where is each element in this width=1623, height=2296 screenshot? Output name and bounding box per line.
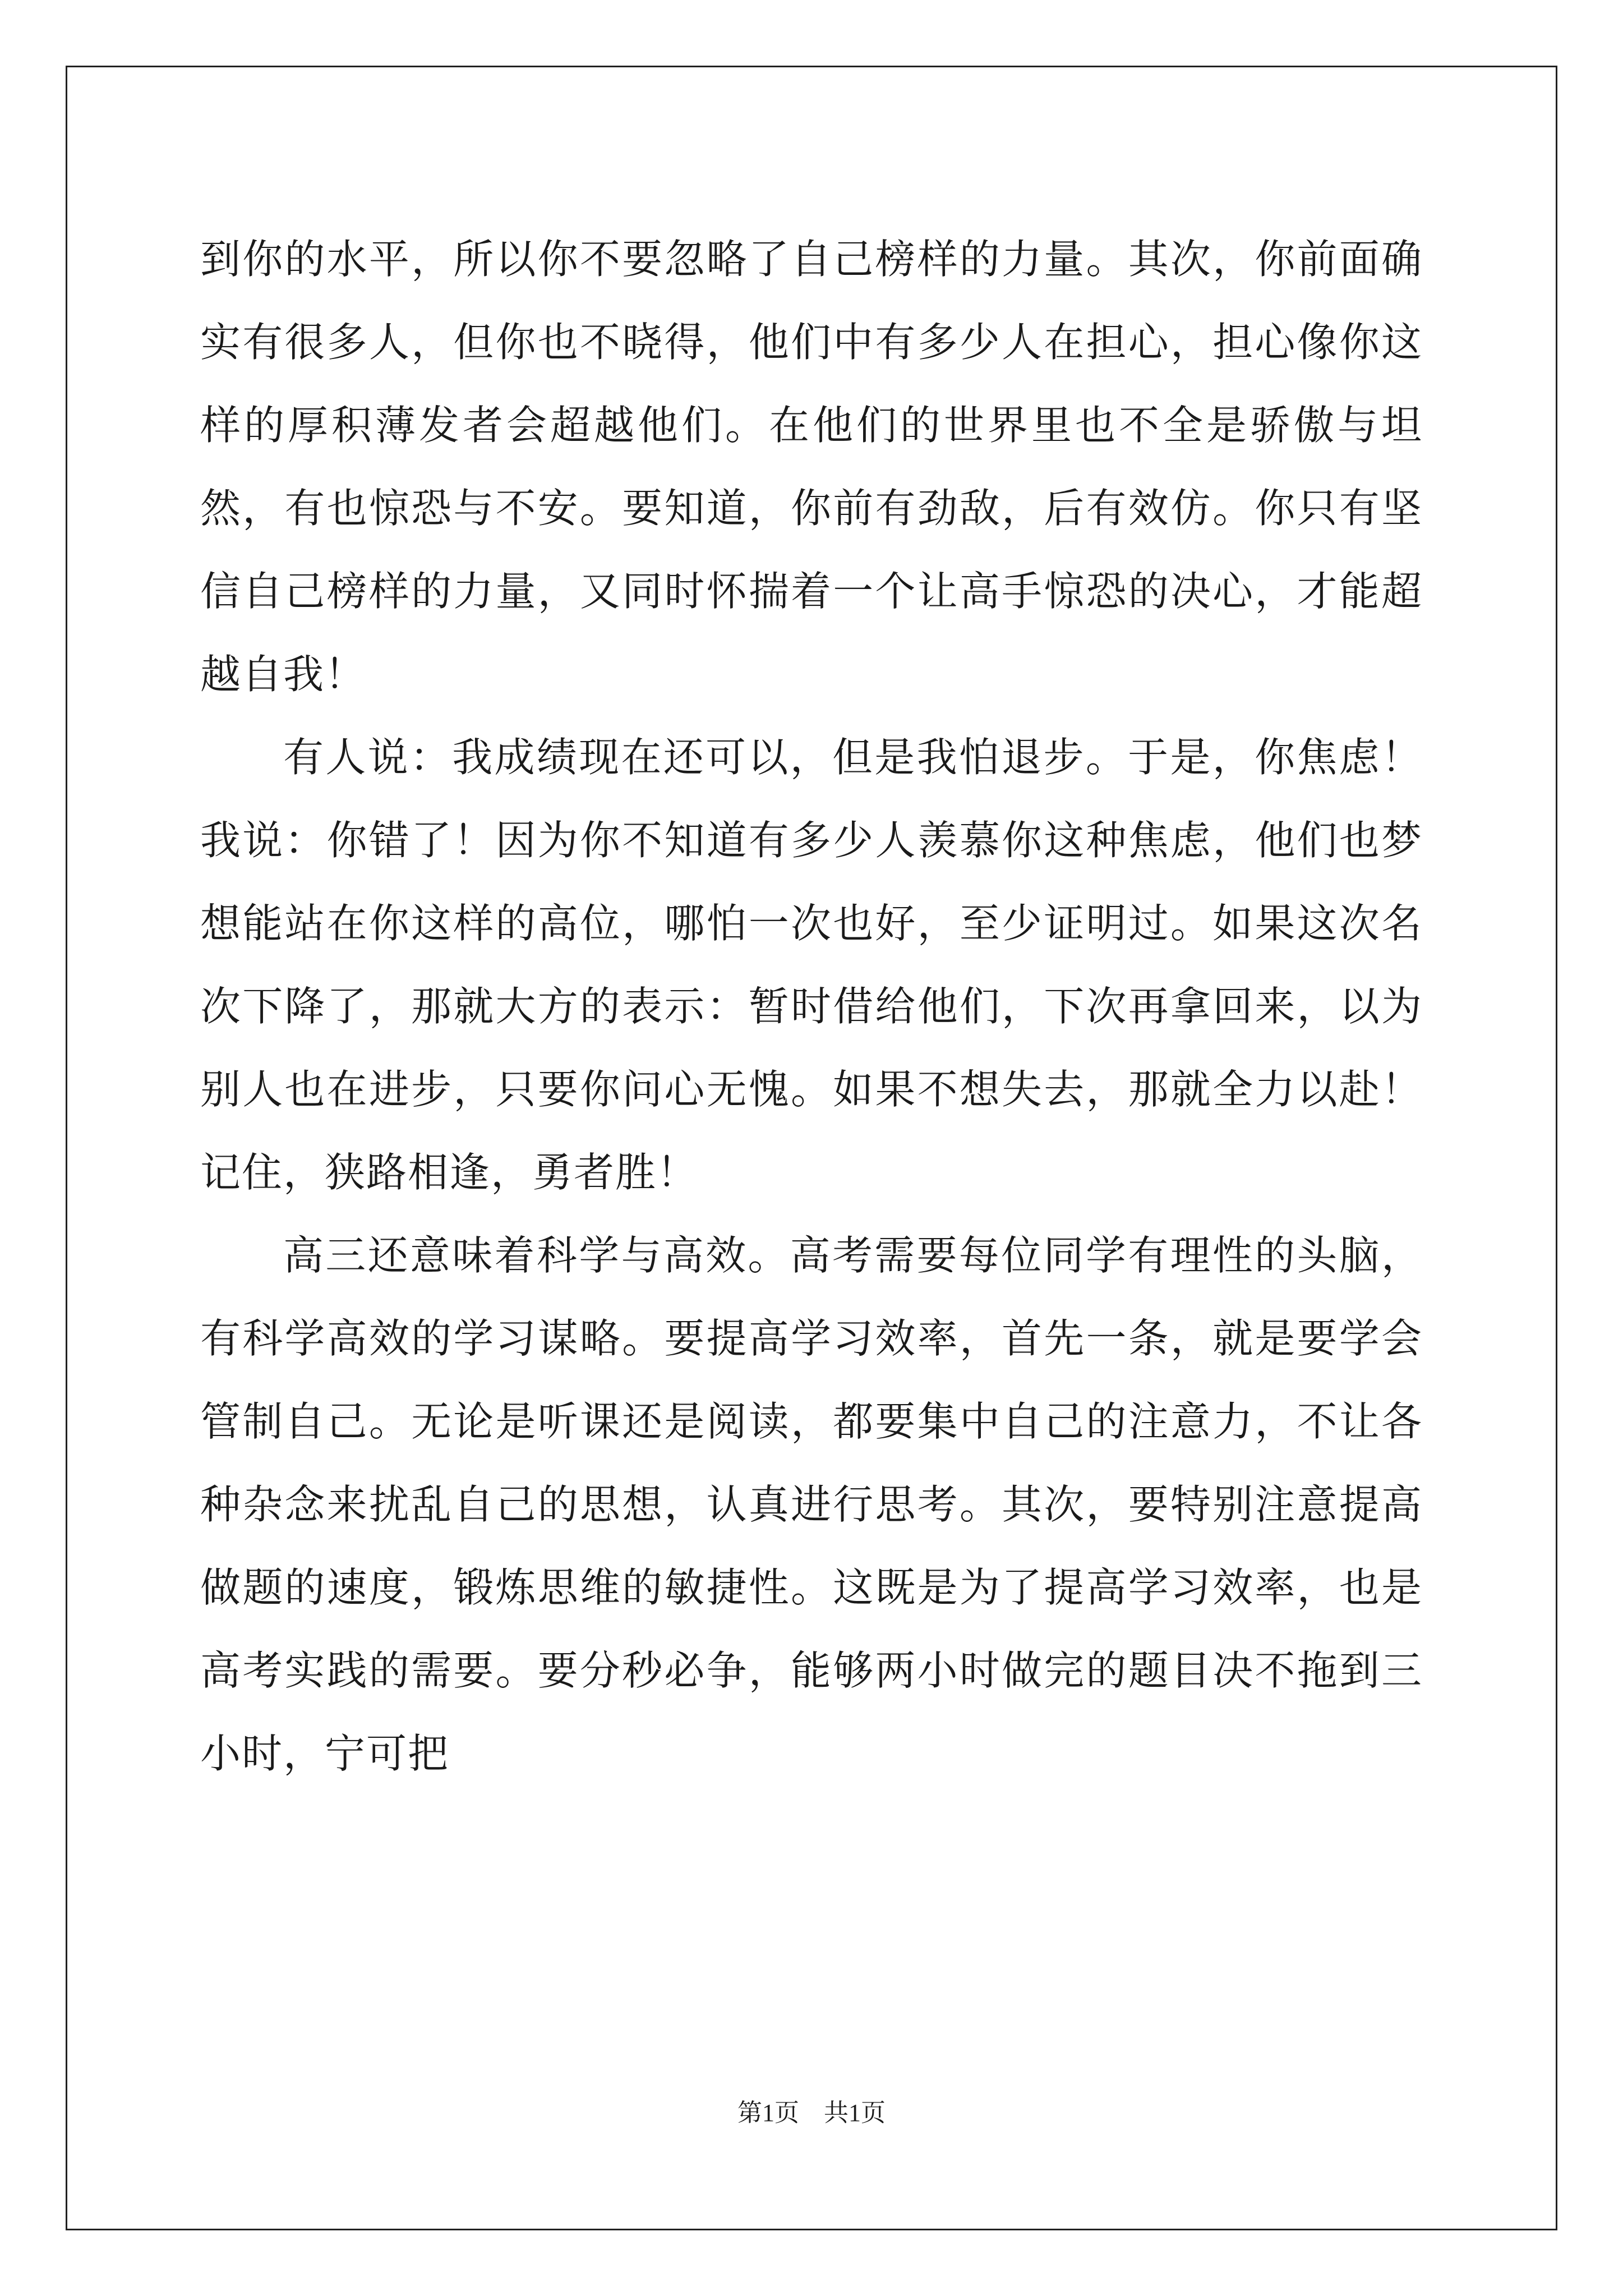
document-body [200, 218, 1423, 1795]
paragraph-1: 到你的水平，所以你不要忽略了自己榜样的力量。其次，你前面确实有很多人，但你也不晓得，他们中有多少人在担心，担心像你这样的厚积薄发者会超越他们。在他们的世界里也不全是骄傲与坦然，有也惊恐与不安。要知道，你前有劲敌，后有效仿。你只有坚信自己榜样的力量，又同时怀揣着一个让高手惊恐的决心，才能超越自我！ [200, 236, 1423, 698]
paragraph-3: 高三还意味着科学与高效。高考需要每位同学有理性的头脑，有科学高效的学习谋略。要提高学习效率，首先一条，就是要学会管制自己。无论是听课还是阅读，都要集中自己的注意力，不让各种杂念来扰乱自己的思想，认真进行思考。其次，要特别注意提高做题的速度，锻炼思维的敏捷性。这既是为了提高学习效率，也是高考实践的需要。要分秒必争，能够两小时做完的题目决不拖到三小时，宁可把 [200, 1232, 1423, 1777]
page-footer: 第1页 共1页 [737, 2099, 886, 2127]
paragraph-2: 有人说：我成绩现在还可以，但是我怕退步。于是，你焦虑！我说：你错了！因为你不知道有多少人羡慕你这种焦虑，他们也梦想能站在你这样的高位，哪怕一次也好，至少证明过。如果这次名次下降了，那就大方的表示：暂时借给他们，下次再拿回来，以为别人也在进步，只要你问心无愧。如果不想失去，那就全力以赴！记住，狭路相逢，勇者胜！ [200, 734, 1423, 1196]
